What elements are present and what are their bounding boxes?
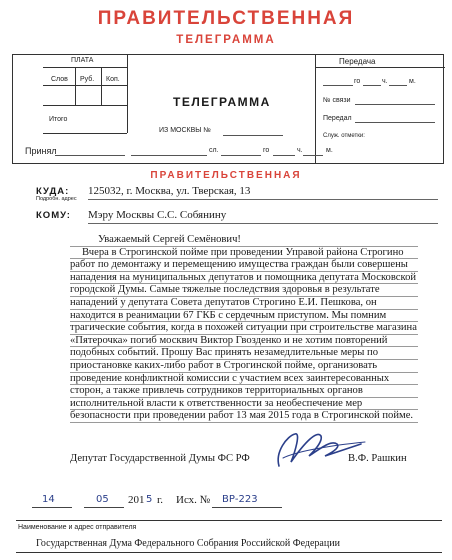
form-telegram-title: ТЕЛЕГРАММА [173, 95, 271, 109]
handwritten-signature [265, 422, 375, 472]
go-label: го [354, 78, 361, 85]
slov-label: Слов [51, 76, 68, 83]
letter-line: нападений у депутата Совета депутатов Строгино Е.И. Пешкова, он [70, 297, 418, 310]
kuda-value: 125032, г. Москва, ул. Тверская, 13 [88, 185, 251, 197]
letter-line: Вчера в Строгинской пойме при проведении Управой района Строгино [70, 247, 418, 260]
letter-line: сторон, а также привлечь сотрудников территориальных органов [70, 385, 418, 398]
letter-line: безопасности при проведении работ 13 мая 2015 года в Строгинской пойме. [70, 410, 418, 423]
sender-label: Наименование и адрес отправителя [18, 524, 137, 531]
date-month: 05 [96, 494, 109, 505]
sluzh-label: Служ. отметки: [323, 133, 365, 139]
kuda-sub-label: Подробн. адрес [36, 196, 77, 202]
signer-name: В.Ф. Рашкин [348, 453, 407, 464]
sender-value: Государственная Дума Федерального Собрания Российской Федерации [36, 538, 340, 549]
date-year-digit: 5 [146, 494, 153, 505]
no-svyazi-label: № связи [323, 97, 351, 104]
letter-line: нападения на муниципальных депутатов и помощника депутата Московской [70, 271, 417, 283]
from-moscow-label: ИЗ МОСКВЫ № [159, 127, 211, 134]
government-band: ПРАВИТЕЛЬСТВЕННАЯ [150, 170, 302, 181]
plata-label: ПЛАТА [71, 57, 94, 64]
letter-line: приостановке каких-либо работ в Строгинской пойме, организовать [70, 360, 418, 373]
date-year-prefix: 201 [128, 494, 145, 506]
m-label: м. [326, 147, 333, 154]
ch-label: ч. [297, 147, 303, 154]
outgoing-number: ВР-223 [222, 494, 258, 505]
komu-value: Мэру Москвы С.С. Собянину [88, 209, 227, 221]
kop-label: Коп. [106, 76, 120, 83]
god-label: го [263, 147, 270, 154]
letter-line: работ по демонтажу и перемещению имущества граждан были совершены [70, 259, 418, 272]
prinyal-label: Принял [25, 146, 57, 156]
letter-line: проведение конфликтной комиссии с участием всех заинтересованных [70, 373, 418, 386]
peredal-label: Передал [323, 115, 352, 122]
kuda-label: КУДА: [36, 186, 70, 197]
m2-label: м. [409, 78, 416, 85]
letter-line: городской Думы. Самые тяжелые последствия здоровья в результате [70, 284, 418, 297]
letter-salutation: Уважаемый Сергей Семёнович! [70, 234, 418, 247]
sl-label: сл. [209, 147, 219, 154]
komu-label: КОМУ: [36, 210, 71, 221]
telegram-header-subtitle: ТЕЛЕГРАММА [176, 34, 276, 46]
letter-line: исполнительной власти к ответственности за необеспечение мер [70, 398, 418, 411]
date-year-suffix: г. [157, 494, 164, 506]
letter-line: трагические события, когда в похожей ситуации при строительстве магазина [70, 322, 417, 334]
signer-role: Депутат Государственной Думы ФС РФ [70, 453, 250, 464]
letter-body [70, 234, 418, 423]
rub-label: Руб. [80, 76, 95, 83]
letter-line: находится в реанимации 67 ГКБ с сердечным приступом. Мы помним [70, 310, 418, 323]
date-day: 14 [42, 494, 55, 505]
letter-line: подобных событий. Прошу Вас принять незамедлительные меры по [70, 347, 418, 360]
telegram-form-grid [12, 54, 444, 164]
peredacha-label: Передача [339, 57, 376, 66]
letter-line: «Пятерочка» погиб москвич Виктор Гвозденко и не хотим повторений [70, 335, 418, 348]
ch2-label: ч. [382, 78, 388, 85]
itogo-label: Итого [49, 116, 68, 123]
telegram-header-title: ПРАВИТЕЛЬСТВЕННАЯ [97, 8, 355, 29]
outgoing-label: Исх. № [176, 494, 211, 506]
